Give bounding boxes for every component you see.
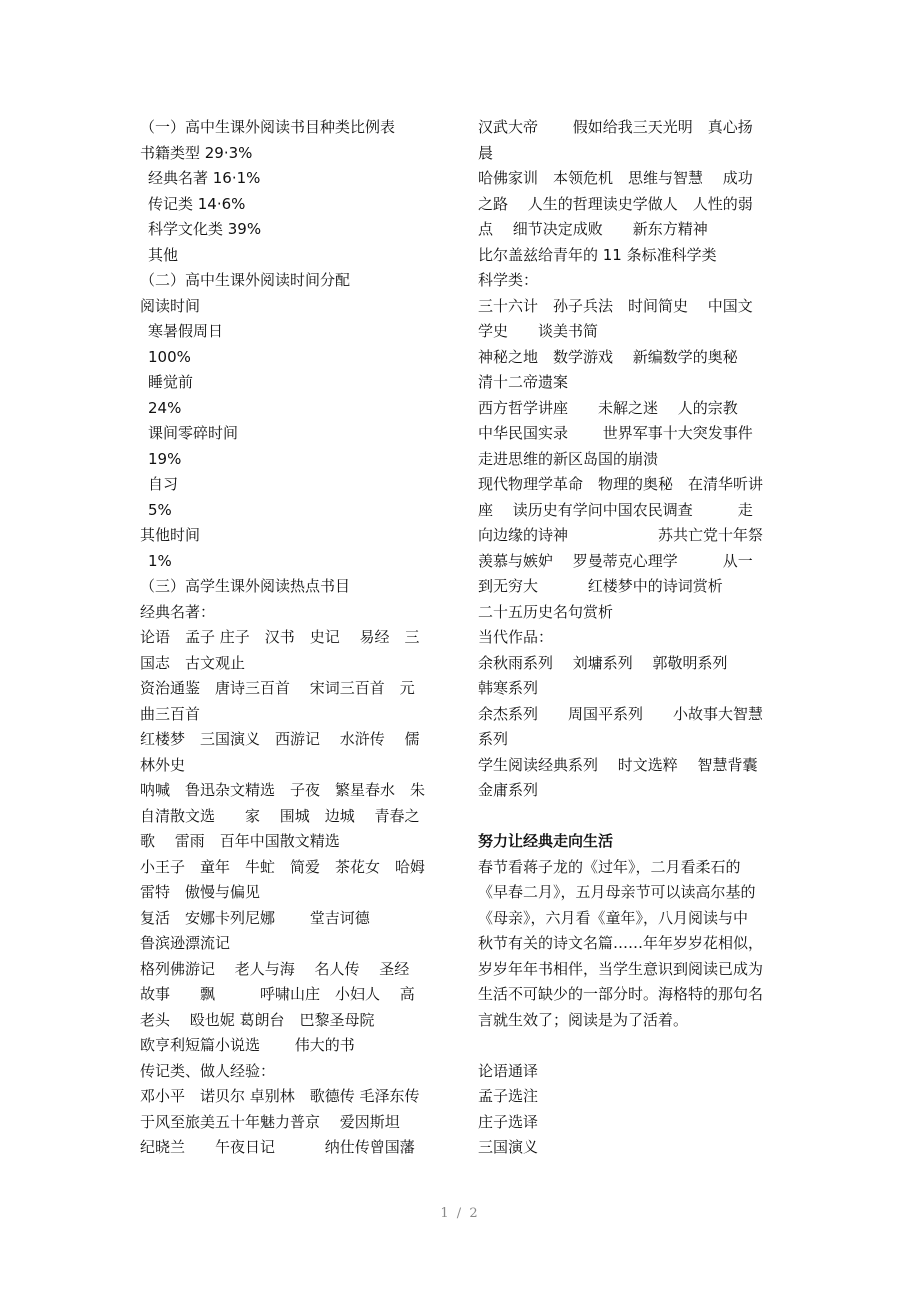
book-list-line: 之路 人生的哲理读史学做人 人性的弱 [478,194,753,213]
stat-row: 其他 [148,245,179,264]
book-list-line: 复活 安娜卡列尼娜 堂吉诃德 [140,908,370,927]
section3-title: （三）高学生课外阅读热点书目 [140,577,351,595]
page-indicator: 1 / 2 [440,1206,480,1221]
book-list-line: 曲三百首 [140,704,201,723]
stat-row: 阅读时间 [140,296,201,315]
book-list-line: 到无穷大 红楼梦中的诗词赏析 [478,577,723,595]
stat-row: 1% [148,551,172,570]
book-list-line: 林外史 [140,755,186,774]
contemporary-label: 当代作品： [478,628,554,646]
book-list-line: 论语 孟子 庄子 汉书 史记 易经 三 [140,628,420,646]
book-list-line: 点 细节决定成败 新东方精神 [478,220,708,238]
stat-row: 19% [148,449,182,468]
book-list-line: 汉武大帝 假如给我三天光明 真心扬 [478,118,753,136]
stat-row: 5% [148,500,172,519]
right-column [478,115,792,1161]
list-item: 论语通译 [478,1061,539,1080]
stat-row: 100% [148,347,191,366]
book-list-line: 雷特 傲慢与偏见 [140,883,261,901]
book-list-line: 余秋雨系列 刘墉系列 郭敬明系列 [478,653,728,672]
book-list-line: 羡慕与嫉妒 罗曼蒂克心理学 从一 [478,551,753,570]
stat-row: 自习 [148,475,179,493]
spacer [478,804,792,830]
book-list-line: 老头 殴也妮 葛朗台 巴黎圣母院 [140,1010,375,1029]
book-list-line: 向边缘的诗神 苏共亡党十年祭 [478,526,764,544]
book-list-line: 走进思维的新区岛国的崩溃 [478,449,659,468]
essay-paragraph-line: 秋节有关的诗文名篇……年年岁岁花相似， [478,934,764,952]
book-list-line: 小王子 童年 牛虻 简爱 茶花女 哈姆 [140,857,426,876]
stat-row: 书籍类型 29·3% [140,143,253,162]
book-list-line: 格列佛游记 老人与海 名人传 圣经 [140,959,410,978]
classics-label: 经典名著： [140,602,216,621]
essay-paragraph-line: 言就生效了；阅读是为了活着。 [478,1010,689,1029]
section1-title: （一）高中生课外阅读书目种类比例表 [140,118,396,136]
book-list-line: 红楼梦 三国演义 西游记 水浒传 儒 [140,730,420,748]
book-list-line: 故事 飘 呼啸山庄 小妇人 高 [140,985,415,1003]
essay-paragraph-line: 岁岁年年书相伴，当学生意识到阅读已成为 [478,959,764,978]
book-list-line: 邓小平 诺贝尔 卓别林 歌德传 毛泽东传 [140,1087,420,1105]
stat-row: 科学文化类 39% [148,220,262,238]
book-list-line: 哈佛家训 本领危机 思维与智慧 成功 [478,169,753,187]
left-column [140,115,454,1161]
book-list-line: 国志 古文观止 [140,653,246,672]
book-list-line: 清十二帝遗案 [478,373,569,391]
section2-title: （二）高中生课外阅读时间分配 [140,271,351,289]
list-item: 孟子选注 [478,1087,539,1105]
stat-row: 课间零碎时间 [148,424,239,442]
book-list-line: 金庸系列 [478,781,539,799]
stat-row: 寒暑假周日 [148,322,224,340]
book-list-line: 座 读历史有学问中国农民调查 走 [478,500,753,519]
book-list-line: 晨 [478,143,494,162]
spacer [478,1033,792,1059]
book-list-line: 三十六计 孙子兵法 时间简史 中国文 [478,296,753,315]
book-list-line: 鲁滨逊漂流记 [140,934,231,952]
stat-row: 睡觉前 [148,373,194,391]
book-list-line: 学史 谈美书简 [478,322,599,340]
book-list-line: 学生阅读经典系列 时文选粹 智慧背囊 [478,755,758,774]
science-label: 科学类： [478,271,539,289]
book-list-line: 比尔盖兹给青年的 11 条标准科学类 [478,245,717,264]
list-item: 庄子选译 [478,1112,539,1131]
book-list-line: 中华民国实录 世界军事十大突发事件 [478,424,753,442]
book-list-line: 二十五历史名句赏析 [478,602,614,621]
stat-row: 传记类 14·6% [148,194,246,213]
book-list-line: 呐喊 鲁迅杂文精选 子夜 繁星春水 朱 [140,781,426,799]
stat-row: 其他时间 [140,526,201,544]
book-list-line: 资治通鉴 唐诗三百首 宋词三百首 元 [140,679,415,697]
biography-label: 传记类、做人经验： [140,1061,276,1080]
book-list-line: 余杰系列 周国平系列 小故事大智慧 [478,704,764,723]
essay-paragraph-line: 春节看蒋子龙的《过年》，二月看柔石的 [478,857,741,876]
book-list-line: 歌 雷雨 百年中国散文精选 [140,832,340,850]
essay-paragraph-line: 生活不可缺少的一部分时。海格特的那句名 [478,985,764,1003]
book-list-line: 现代物理学革命 物理的奥秘 在清华听讲 [478,475,764,493]
book-list-line: 神秘之地 数学游戏 新编数学的奥秘 [478,347,738,366]
essay-paragraph-line: 《母亲》，六月看《童年》，八月阅读与中 [478,908,749,927]
essay-heading: 努力让经典走向生活 [478,832,614,850]
book-list-line: 自清散文选 家 围城 边城 青春之 [140,806,420,825]
list-item: 三国演义 [478,1138,539,1156]
book-list-line: 西方哲学讲座 未解之迷 人的宗教 [478,398,738,417]
stat-row: 经典名著 16·1% [148,169,261,187]
book-list-line: 纪晓兰 午夜日记 纳仕传曾国藩 [140,1138,415,1156]
book-list-line: 韩寒系列 [478,679,539,697]
book-list-line: 欧亨利短篇小说选 伟大的书 [140,1036,355,1054]
essay-paragraph-line: 《早春二月》，五月母亲节可以读高尔基的 [478,883,756,901]
book-list-line: 于风至旅美五十年魅力普京 爱因斯坦 [140,1112,400,1131]
book-list-line: 系列 [478,730,509,748]
stat-row: 24% [148,398,182,417]
